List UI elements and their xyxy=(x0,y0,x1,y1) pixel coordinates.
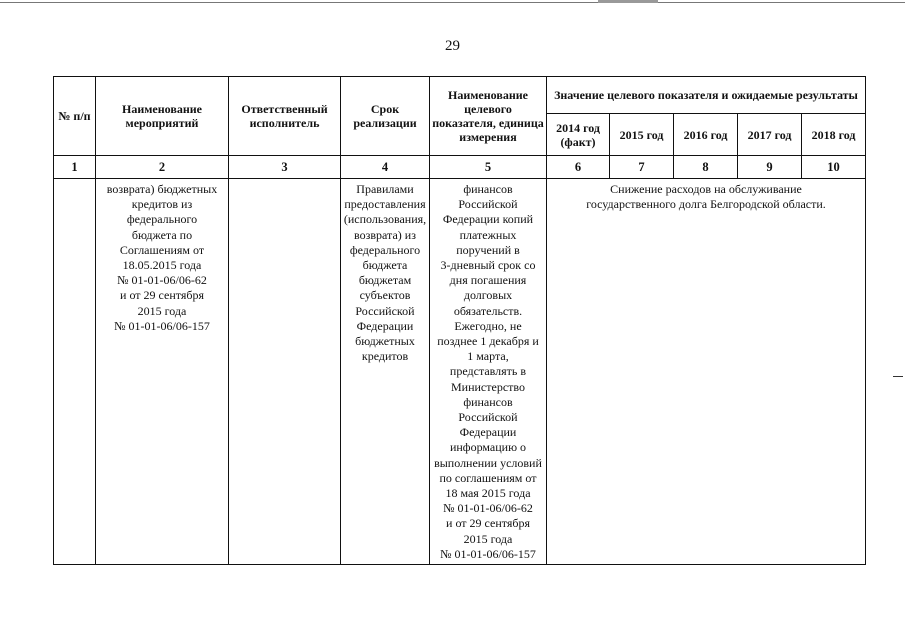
header-activities: Наименование мероприятий xyxy=(96,77,229,156)
cell-term: Правилами предоставления (использования, возврата) из федерального бюджета бюджетам субъектов Российской Федерации бюджетных кредитов xyxy=(341,179,430,565)
col-number: 2 xyxy=(96,156,229,179)
cell-responsible xyxy=(229,179,341,565)
cell-expected-result: Снижение расходов на обслуживание государственного долга Белгородской области. xyxy=(547,179,866,565)
header-year-2018: 2018 год xyxy=(802,114,866,156)
col-number: 6 xyxy=(547,156,610,179)
header-year-2017: 2017 год xyxy=(738,114,802,156)
col-number: 8 xyxy=(674,156,738,179)
header-year-2015: 2015 год xyxy=(610,114,674,156)
header-year-2014: 2014 год (факт) xyxy=(547,114,610,156)
col-number: 5 xyxy=(430,156,547,179)
header-year-2016: 2016 год xyxy=(674,114,738,156)
col-number: 10 xyxy=(802,156,866,179)
cell-indicator: финансов Российской Федерации копий платежных поручений в 3-дневный срок со дня погашения долговых обязательств. Ежегодно, не позднее 1 декабря и 1 марта, представлять в Министерство финансов Российской Федерации информацию о выполнении условий по соглашениям от 18 мая 2015 года № 01-01-06/06-62 и от 29 сентября 2015 года № 01-01-06/06-157 xyxy=(430,179,547,565)
col-number: 7 xyxy=(610,156,674,179)
side-scan-mark xyxy=(893,376,903,377)
cell-row-num xyxy=(54,179,96,565)
top-border-line xyxy=(0,2,905,3)
page-number: 29 xyxy=(445,38,460,54)
header-num: № п/п xyxy=(54,77,96,156)
col-number: 3 xyxy=(229,156,341,179)
header-target-values: Значение целевого показателя и ожидаемые результаты xyxy=(547,77,866,114)
header-term: Срок реализации xyxy=(341,77,430,156)
col-number: 4 xyxy=(341,156,430,179)
targets-table xyxy=(53,76,866,565)
header-indicator: Наименование целевого показателя, единица измерения xyxy=(430,77,547,156)
cell-activity: возврата) бюджетных кредитов из федерального бюджета по Соглашениям от 18.05.2015 года № 01-01-06/06-62 и от 29 сентября 2015 года № 01-01-06/06-157 xyxy=(96,179,229,565)
header-responsible: Ответственный исполнитель xyxy=(229,77,341,156)
col-number: 9 xyxy=(738,156,802,179)
top-scan-mark xyxy=(598,0,658,3)
col-number: 1 xyxy=(54,156,96,179)
